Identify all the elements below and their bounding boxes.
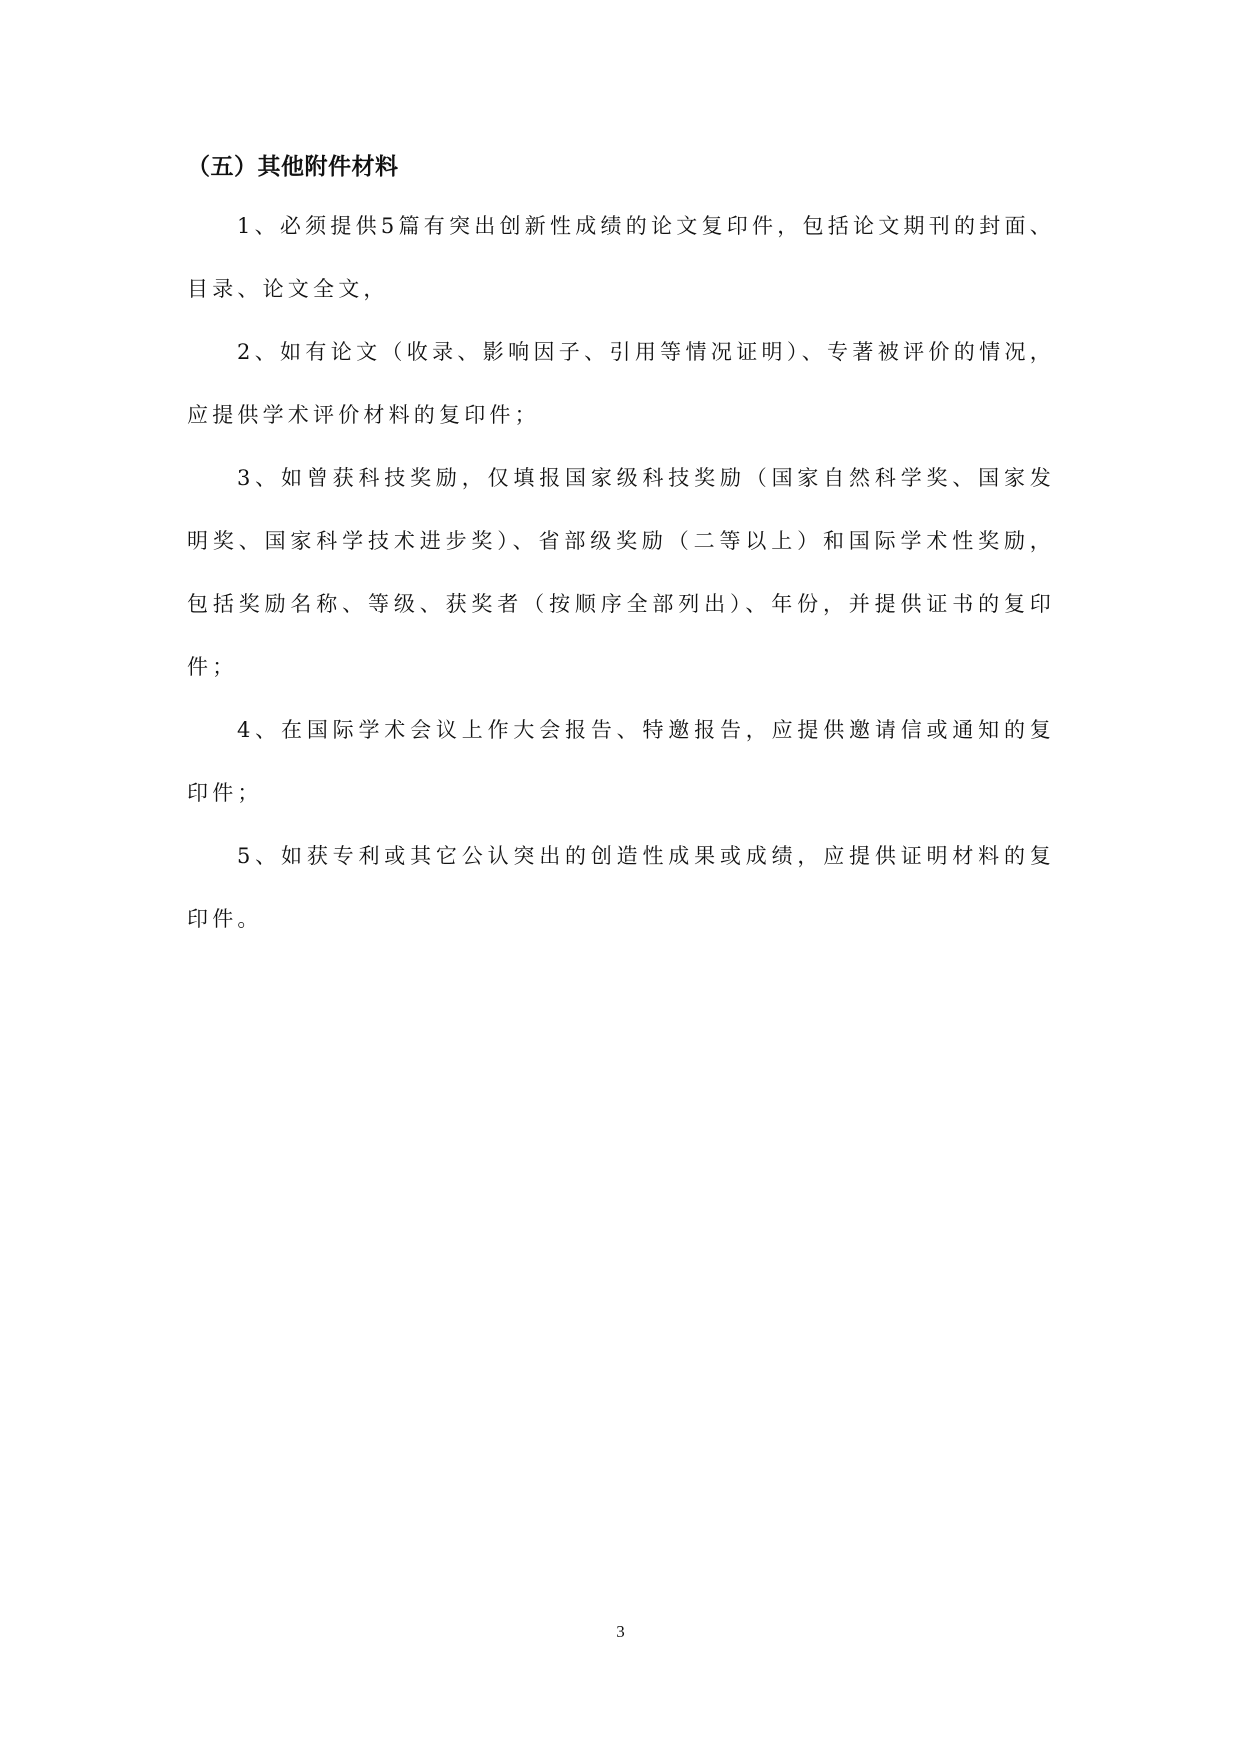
list-item: 4、在国际学术会议上作大会报告、特邀报告，应提供邀请信或通知的复印件；: [187, 718, 1055, 805]
list-item: 5、如获专利或其它公认突出的创造性成果或成绩，应提供证明材料的复印件。: [187, 844, 1055, 931]
list-item: 1、必须提供5篇有突出创新性成绩的论文复印件，包括论文期刊的封面、目录、论文全文，: [187, 214, 1055, 301]
list-item: 2、如有论文（收录、影响因子、引用等情况证明）、专著被评价的情况，应提供学术评价材料的复印件；: [187, 340, 1055, 427]
section-heading: （五）其他附件材料: [187, 154, 399, 180]
document-body: [187, 146, 1055, 951]
page-number: 3: [616, 1622, 625, 1641]
list-item: 3、如曾获科技奖励，仅填报国家级科技奖励（国家自然科学奖、国家发明奖、国家科学技术进步奖）、省部级奖励（二等以上）和国际学术性奖励，包括奖励名称、等级、获奖者（按顺序全部列出）、年份，并提供证书的复印件；: [187, 466, 1055, 679]
